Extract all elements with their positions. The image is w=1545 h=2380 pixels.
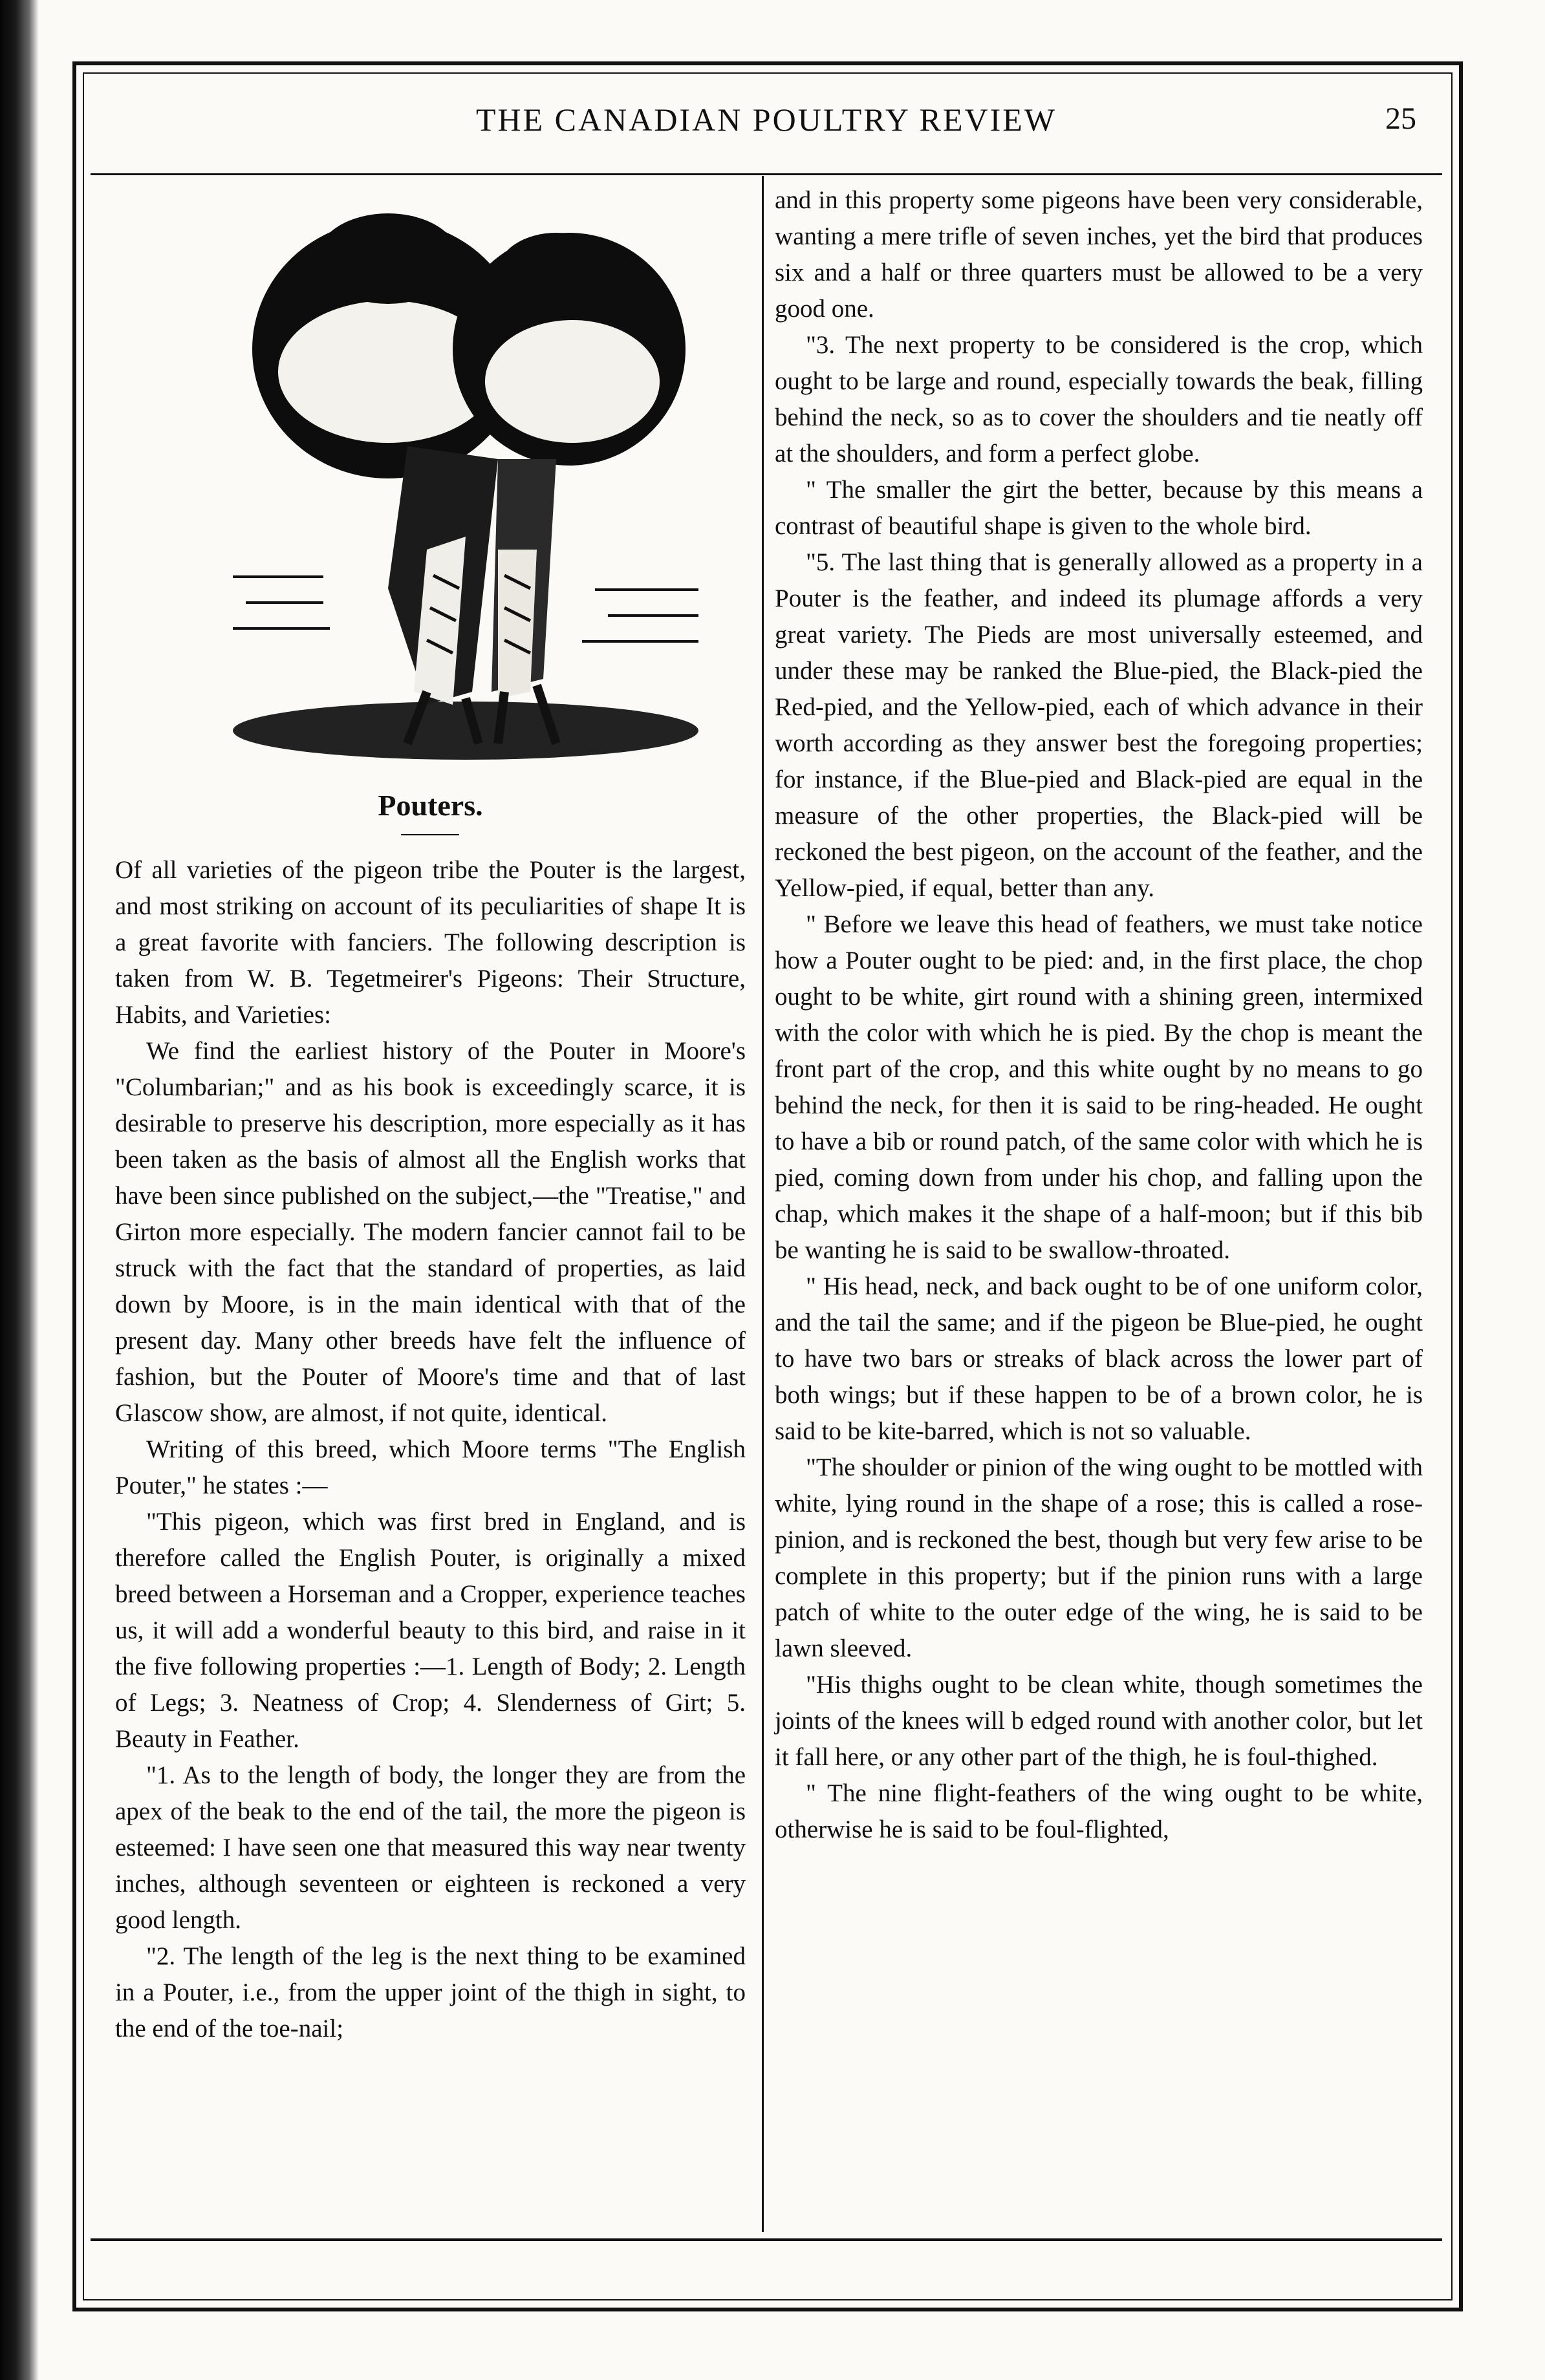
paragraph: "His thighs ought to be clean white, though sometimes the joints of the knees will b edged round with another color, but let it fall here, or any other part of the thigh, he is foul-thighed. xyxy=(775,1671,1423,1771)
paragraph: "The shoulder or pinion of the wing ought to be mottled with white, lying round in the shape of a rose; this is called a rose-pinion, and is reckoned the best, though but very few arise to be complete in this property; but if the pinion runs with a large patch of white to the outer edge of the wing, he is said to be lawn sleeved. xyxy=(775,1453,1423,1662)
caption-rule xyxy=(401,834,459,835)
paragraph: " The nine flight-feathers of the wing ought to be white, otherwise he is said to be foul-flighted, xyxy=(775,1779,1423,1843)
paragraph: " His head, neck, and back ought to be of one uniform color, and the tail the same; and if the pigeon be Blue-pied, he ought to have two bars or streaks of black across the lower part of both wings; but if these happen to be of a brown color, he is said to be kite-barred, which is not so valuable. xyxy=(775,1272,1423,1445)
paragraph: We find the earliest history of the Pouter in Moore's "Columbarian;" and as his book is exceedingly scarce, it is desirable to preserve his description, more especially as it has been taken as the basis of almost all the English works that have been since published on the subject,—the "Treatise," and Girton more especially. The modern fancier cannot fail to be struck with the fact that the standard of properties, as laid down by Moore, is in the main identical with that of the present day. Many other breeds have felt the influence of fashion, but the Pouter of Moore's time and that of last Glascow show, are almost, if not quite, identical. xyxy=(115,1037,746,1427)
pouter-pigeons-engraving xyxy=(194,188,737,769)
running-title: THE CANADIAN POULTRY REVIEW xyxy=(475,102,1057,138)
paragraph: " Before we leave this head of feathers, we must take notice how a Pouter ought to be pied: and, in the first place, the chop ought to be white, girt round with a shining green, intermixed with the color with which he is pied. By the chop is meant the front part of the crop, and this white ought by no means to go behind the neck, for then it is said to be ring-headed. He ought to have a bib or round patch, of the same color with which he is pied, coming down from under his chop, and falling upon the chap, which makes it the shape of a half-moon; but if this bib be wanting he is said to be swallow-throated. xyxy=(775,910,1423,1264)
column-divider xyxy=(762,176,764,2232)
paragraph: " The smaller the girt the better, because by this means a contrast of beautiful shape is given to the whole bird. xyxy=(775,476,1423,540)
left-column xyxy=(115,852,746,2047)
paragraph: Of all varieties of the pigeon tribe the Pouter is the largest, and most striking on account of its peculiarities of shape It is a great favorite with fanciers. The following description is taken from W. B. Tegetmeirer's Pigeons: Their Structure, Habits, and Varieties: xyxy=(115,856,746,1029)
header-rule xyxy=(91,173,1442,175)
paragraph: "This pigeon, which was first bred in England, and is therefore called the English Pouter, is originally a mixed breed between a Horseman and a Cropper, experience teaches us, it will add a wonderful beauty to this bird, and raise in it the five following properties :—1. Length of Body; 2. Length of Legs; 3. Neatness of Crop; 4. Slenderness of Girt; 5. Beauty in Feather. xyxy=(115,1508,746,1753)
paragraph: "1. As to the length of body, the longer they are from the apex of the beak to the end of the tail, the more the pigeon is esteemed: I have seen one that measured this way near twenty inches, although seventeen or eighteen is reckoned a very good length. xyxy=(115,1761,746,1934)
right-column xyxy=(775,182,1423,1848)
figure-caption: Pouters. xyxy=(378,789,483,822)
paragraph: "3. The next property to be considered is the crop, which ought to be large and round, especially towards the beak, filling behind the neck, so as to cover the shoulders and tie neatly off at the shoulders, and form a perfect globe. xyxy=(775,331,1423,467)
binding-edge-shadow xyxy=(0,0,39,2380)
page-header xyxy=(91,97,1442,155)
paragraph: "5. The last thing that is generally allowed as a property in a Pouter is the feather, and indeed its plumage affords a very great variety. The Pieds are most universally esteemed, and under these may be ranked the Blue-pied, the Black-pied the Red-pied, and the Yellow-pied, each of which advance in their worth according as they answer best the foregoing properties; for instance, if the Blue-pied and Black-pied are equal in the measure of the other properties, the Black-pied will be reckoned the best pigeon, on the account of the feather, and the Yellow-pied, if equal, better than any. xyxy=(775,548,1423,902)
paragraph: Writing of this breed, which Moore terms "The English Pouter," he states :— xyxy=(115,1435,746,1499)
bottom-rule xyxy=(91,2238,1442,2241)
page-number: 25 xyxy=(1385,102,1416,136)
paragraph: and in this property some pigeons have been very considerable, wanting a mere trifle of seven inches, yet the bird that produces six and a half or three quarters must be allowed to be a very good one. xyxy=(775,186,1423,323)
paragraph: "2. The length of the leg is the next thing to be examined in a Pouter, i.e., from the upper joint of the thigh in sight, to the end of the toe-nail; xyxy=(115,1942,746,2042)
